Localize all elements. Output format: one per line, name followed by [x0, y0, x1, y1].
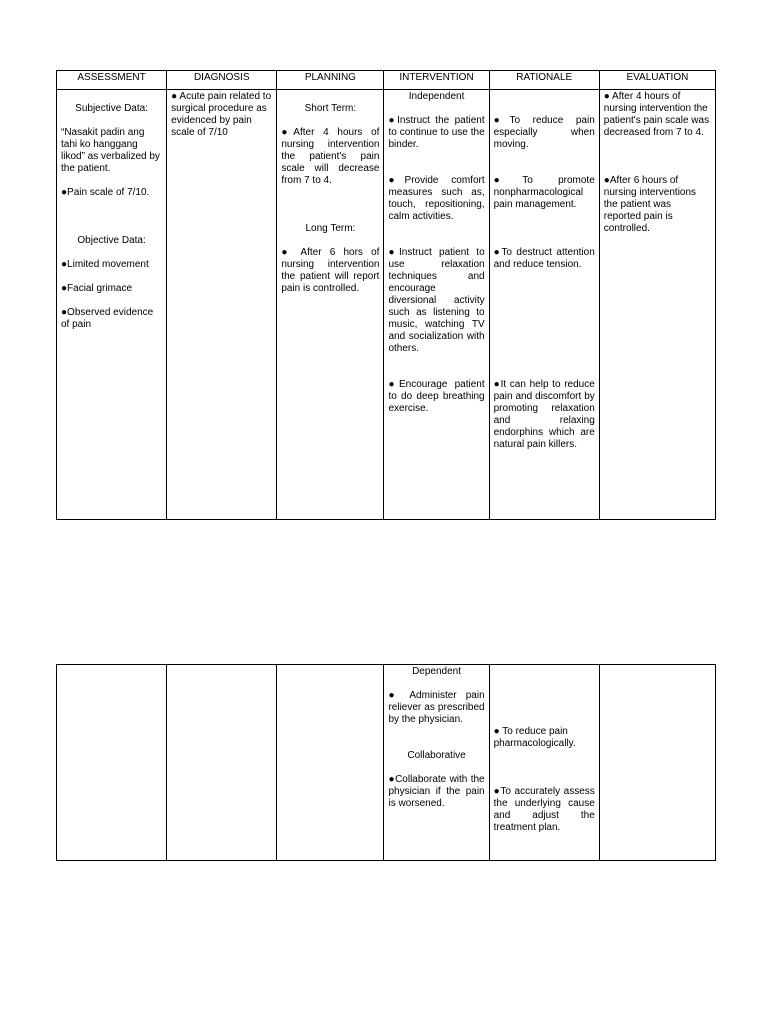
planning-cell-empty [277, 665, 384, 861]
rationale-item: ●To destruct attention and reduce tension. [493, 247, 595, 270]
header-evaluation: EVALUATION [599, 71, 715, 90]
collaborative-title: Collaborative [407, 750, 466, 761]
evaluation-item: ●After 6 hours of nursing interventions the patient was reported pain is controlled. [603, 175, 697, 234]
intervention-item: ●Instruct the patient to continue to use the binder. [388, 115, 485, 150]
rationale-cell [489, 90, 599, 520]
evaluation-item: ● After 4 hours of nursing intervention the patient's pain scale was decreased from 7 to 4. [603, 91, 710, 138]
pain-scale: ●Pain scale of 7/10. [61, 187, 150, 198]
intervention-cell-continued [384, 665, 489, 861]
content-row [57, 90, 716, 520]
header-assessment: ASSESSMENT [57, 71, 167, 90]
continuation-row [57, 665, 716, 861]
objective-item: ●Limited movement [61, 259, 149, 270]
diagnosis-text: ● Acute pain related to surgical procedure as evidenced by pain scale of 7/10 [171, 91, 272, 138]
planning-cell [277, 90, 384, 520]
dependent-intervention: ● Administer pain reliever as prescribed by the physician. [388, 690, 485, 725]
assessment-cell [57, 90, 167, 520]
patient-quote: “Nasakit padin ang tahi ko hanggang likod” as verbalized by the patient. [61, 127, 160, 174]
intervention-item: ●Provide comfort measures such as, touch, repositioning, calm activities. [388, 175, 485, 222]
objective-data-title: Objective Data: [77, 235, 146, 246]
rationale-cell-continued [489, 665, 599, 861]
rationale-item: ●It can help to reduce pain and discomfort by promoting relaxation and relaxing endorphins which are natural pain killers. [493, 379, 595, 450]
long-term-title: Long Term: [305, 223, 356, 234]
objective-item: ●Facial grimace [61, 283, 133, 294]
header-planning: PLANNING [277, 71, 384, 90]
header-rationale: RATIONALE [489, 71, 599, 90]
long-term-goal: ● After 6 hors of nursing intervention the patient will report pain is controlled. [281, 247, 380, 294]
header-intervention: INTERVENTION [384, 71, 489, 90]
dependent-title: Dependent [412, 666, 462, 677]
intervention-item: ●Encourage patient to do deep breathing exercise. [388, 379, 485, 414]
assessment-cell-empty [57, 665, 167, 861]
short-term-goal: ●After 4 hours of nursing intervention the patient's pain scale will decrease from 7 to 4. [281, 127, 380, 186]
evaluation-cell [599, 90, 715, 520]
evaluation-cell-empty [599, 665, 715, 861]
intervention-cell [384, 90, 489, 520]
independent-title: Independent [408, 91, 465, 102]
nursing-care-plan-continuation-table [56, 664, 716, 861]
intervention-item: ●Instruct patient to use relaxation techniques and encourage diversional activity such as listening to music, watching TV and socialization with others. [388, 247, 485, 354]
diagnosis-cell-empty [167, 665, 277, 861]
diagnosis-cell [167, 90, 277, 520]
dependent-rationale: ● To reduce pain pharmacologically. [493, 726, 576, 749]
rationale-item: ●To reduce pain especially when moving. [493, 115, 595, 150]
subjective-data-title: Subjective Data: [75, 103, 148, 114]
collaborative-intervention: ●Collaborate with the physician if the pain is worsened. [388, 774, 485, 809]
nursing-care-plan-table [56, 70, 716, 520]
short-term-title: Short Term: [304, 103, 357, 114]
header-row [57, 71, 716, 90]
rationale-item: ●To promote nonpharmacological pain management. [493, 175, 595, 210]
header-diagnosis: DIAGNOSIS [167, 71, 277, 90]
collaborative-rationale: ●To accurately assess the underlying cause and adjust the treatment plan. [493, 786, 595, 833]
objective-item: ●Observed evidence of pain [61, 307, 154, 330]
